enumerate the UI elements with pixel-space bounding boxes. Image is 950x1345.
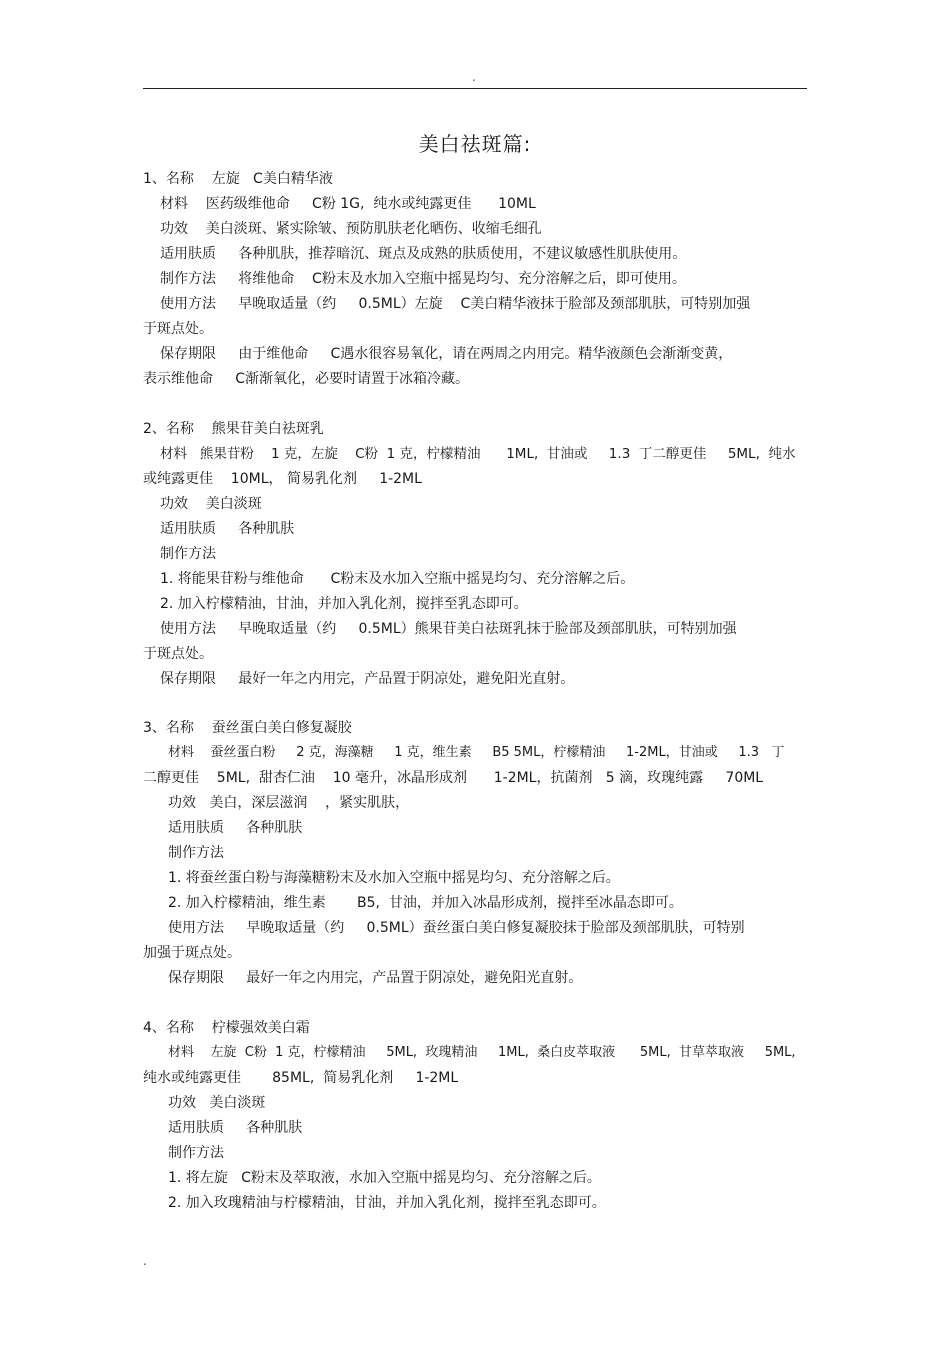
text-line: 1. 将蚕丝蛋白粉与海藻糖粉末及水加入空瓶中摇晃均匀、充分溶解之后。 [168,870,620,886]
text-line: 二醇更佳 5ML, 甜杏仁油 10 毫升，冰晶形成剂 1-2ML，抗菌剂 5 滴，玫瑰纯露 70ML [143,770,764,786]
text-line: 功效 美白淡斑 [168,1095,266,1111]
text-line: 2. 加入柠檬精油，维生素 B5, 甘油，并加入冰晶形成剂，搅拌至冰晶态即可。 [168,895,683,911]
section-heading: 4、名称 柠檬强效美白霜 [143,1020,310,1036]
text-line: 使用方法 早晚取适量（约 0.5ML）熊果苷美白祛斑乳抹于脸部及颈部肌肤，可特别加强 [160,621,737,637]
text-line: 保存期限 最好一年之内用完，产品置于阴凉处，避免阳光直射。 [168,970,583,986]
text-line: 功效 美白淡斑、紧实除皱、预防肌肤老化晒伤、收缩毛细孔 [160,221,542,237]
text-line: 或纯露更佳 10ML， 简易乳化剂 1-2ML [143,471,422,487]
text-line: 2. 加入玫瑰精油与柠檬精油，甘油，并加入乳化剂，搅拌至乳态即可。 [168,1195,606,1211]
text-line: 适用肤质 各种肌肤 [168,820,303,836]
text-line: 功效 美白淡斑 [160,496,262,512]
section-heading: 2、名称 熊果苷美白祛斑乳 [143,421,324,437]
text-line: 使用方法 早晚取适量（约 0.5ML）左旋 C美白精华液抹于脸部及颈部肌肤，可特别加强 [160,296,751,312]
section-heading: 3、名称 蚕丝蛋白美白修复凝胶 [143,720,352,736]
text-line: 功效 美白，深层滋润 ，紧实肌肤， [168,795,410,811]
text-line: 制作方法 [160,546,216,562]
text-line: 材料 医药级维他命 C粉 1G, 纯水或纯露更佳 10ML [160,196,536,212]
text-line: 适用肤质 各种肌肤 [168,1120,303,1136]
text-line: 材料 熊果苷粉 1 克，左旋 C粉 1 克，柠檬精油 1ML, 甘油或 1.3 丁二醇更佳 5ML, 纯水 [160,446,796,462]
text-line: 于斑点处。 [143,646,213,662]
text-line: 使用方法 早晚取适量（约 0.5ML）蚕丝蛋白美白修复凝胶抹于脸部及颈部肌肤，可特别 [168,920,745,936]
text-line: 制作方法 将维他命 C粉末及水加入空瓶中摇晃均匀、充分溶解之后，即可使用。 [160,271,686,287]
section-heading: 1、名称 左旋 C美白精华液 [143,171,333,187]
text-line: 保存期限 最好一年之内用完，产品置于阴凉处，避免阳光直射。 [160,671,575,687]
text-line: 1. 将能果苷粉与维他命 C粉末及水加入空瓶中摇晃均匀、充分溶解之后。 [160,571,635,587]
text-line: 于斑点处。 [143,321,213,337]
header-mark: . [472,70,476,84]
text-line: 材料 蚕丝蛋白粉 2 克，海藻糖 1 克，维生素 B5 5ML，柠檬精油 1-2ML，甘油或 1.3 丁 [168,745,785,760]
text-line: 1. 将左旋 C粉末及萃取液，水加入空瓶中摇晃均匀、充分溶解之后。 [168,1170,601,1186]
text-line: 加强于斑点处。 [143,945,241,961]
text-line: 2. 加入柠檬精油，甘油，并加入乳化剂，搅拌至乳态即可。 [160,596,528,612]
text-line: 保存期限 由于维他命 C遇水很容易氧化，请在两周之内用完。精华液颜色会渐渐变黄， [160,346,733,362]
text-line: 纯水或纯露更佳 85ML, 简易乳化剂 1-2ML [143,1070,459,1086]
text-line: 适用肤质 各种肌肤 [160,521,295,537]
text-line: 制作方法 [168,1145,224,1161]
footer-mark: . [143,1254,147,1268]
text-line: 制作方法 [168,845,224,861]
text-line: 材料 左旋 C粉 1 克，柠檬精油 5ML, 玫瑰精油 1ML, 桑白皮萃取液 5ML, 甘草萃取液 5ML, [168,1045,796,1060]
text-line: 适用肤质 各种肌肤，推荐暗沉、斑点及成熟的肤质使用，不建议敏感性肌肤使用。 [160,246,687,262]
text-line: 表示维他命 C渐渐氧化，必要时请置于冰箱冷藏。 [143,371,470,387]
page-title: 美白祛斑篇: [418,132,532,156]
header-rule [143,88,807,89]
